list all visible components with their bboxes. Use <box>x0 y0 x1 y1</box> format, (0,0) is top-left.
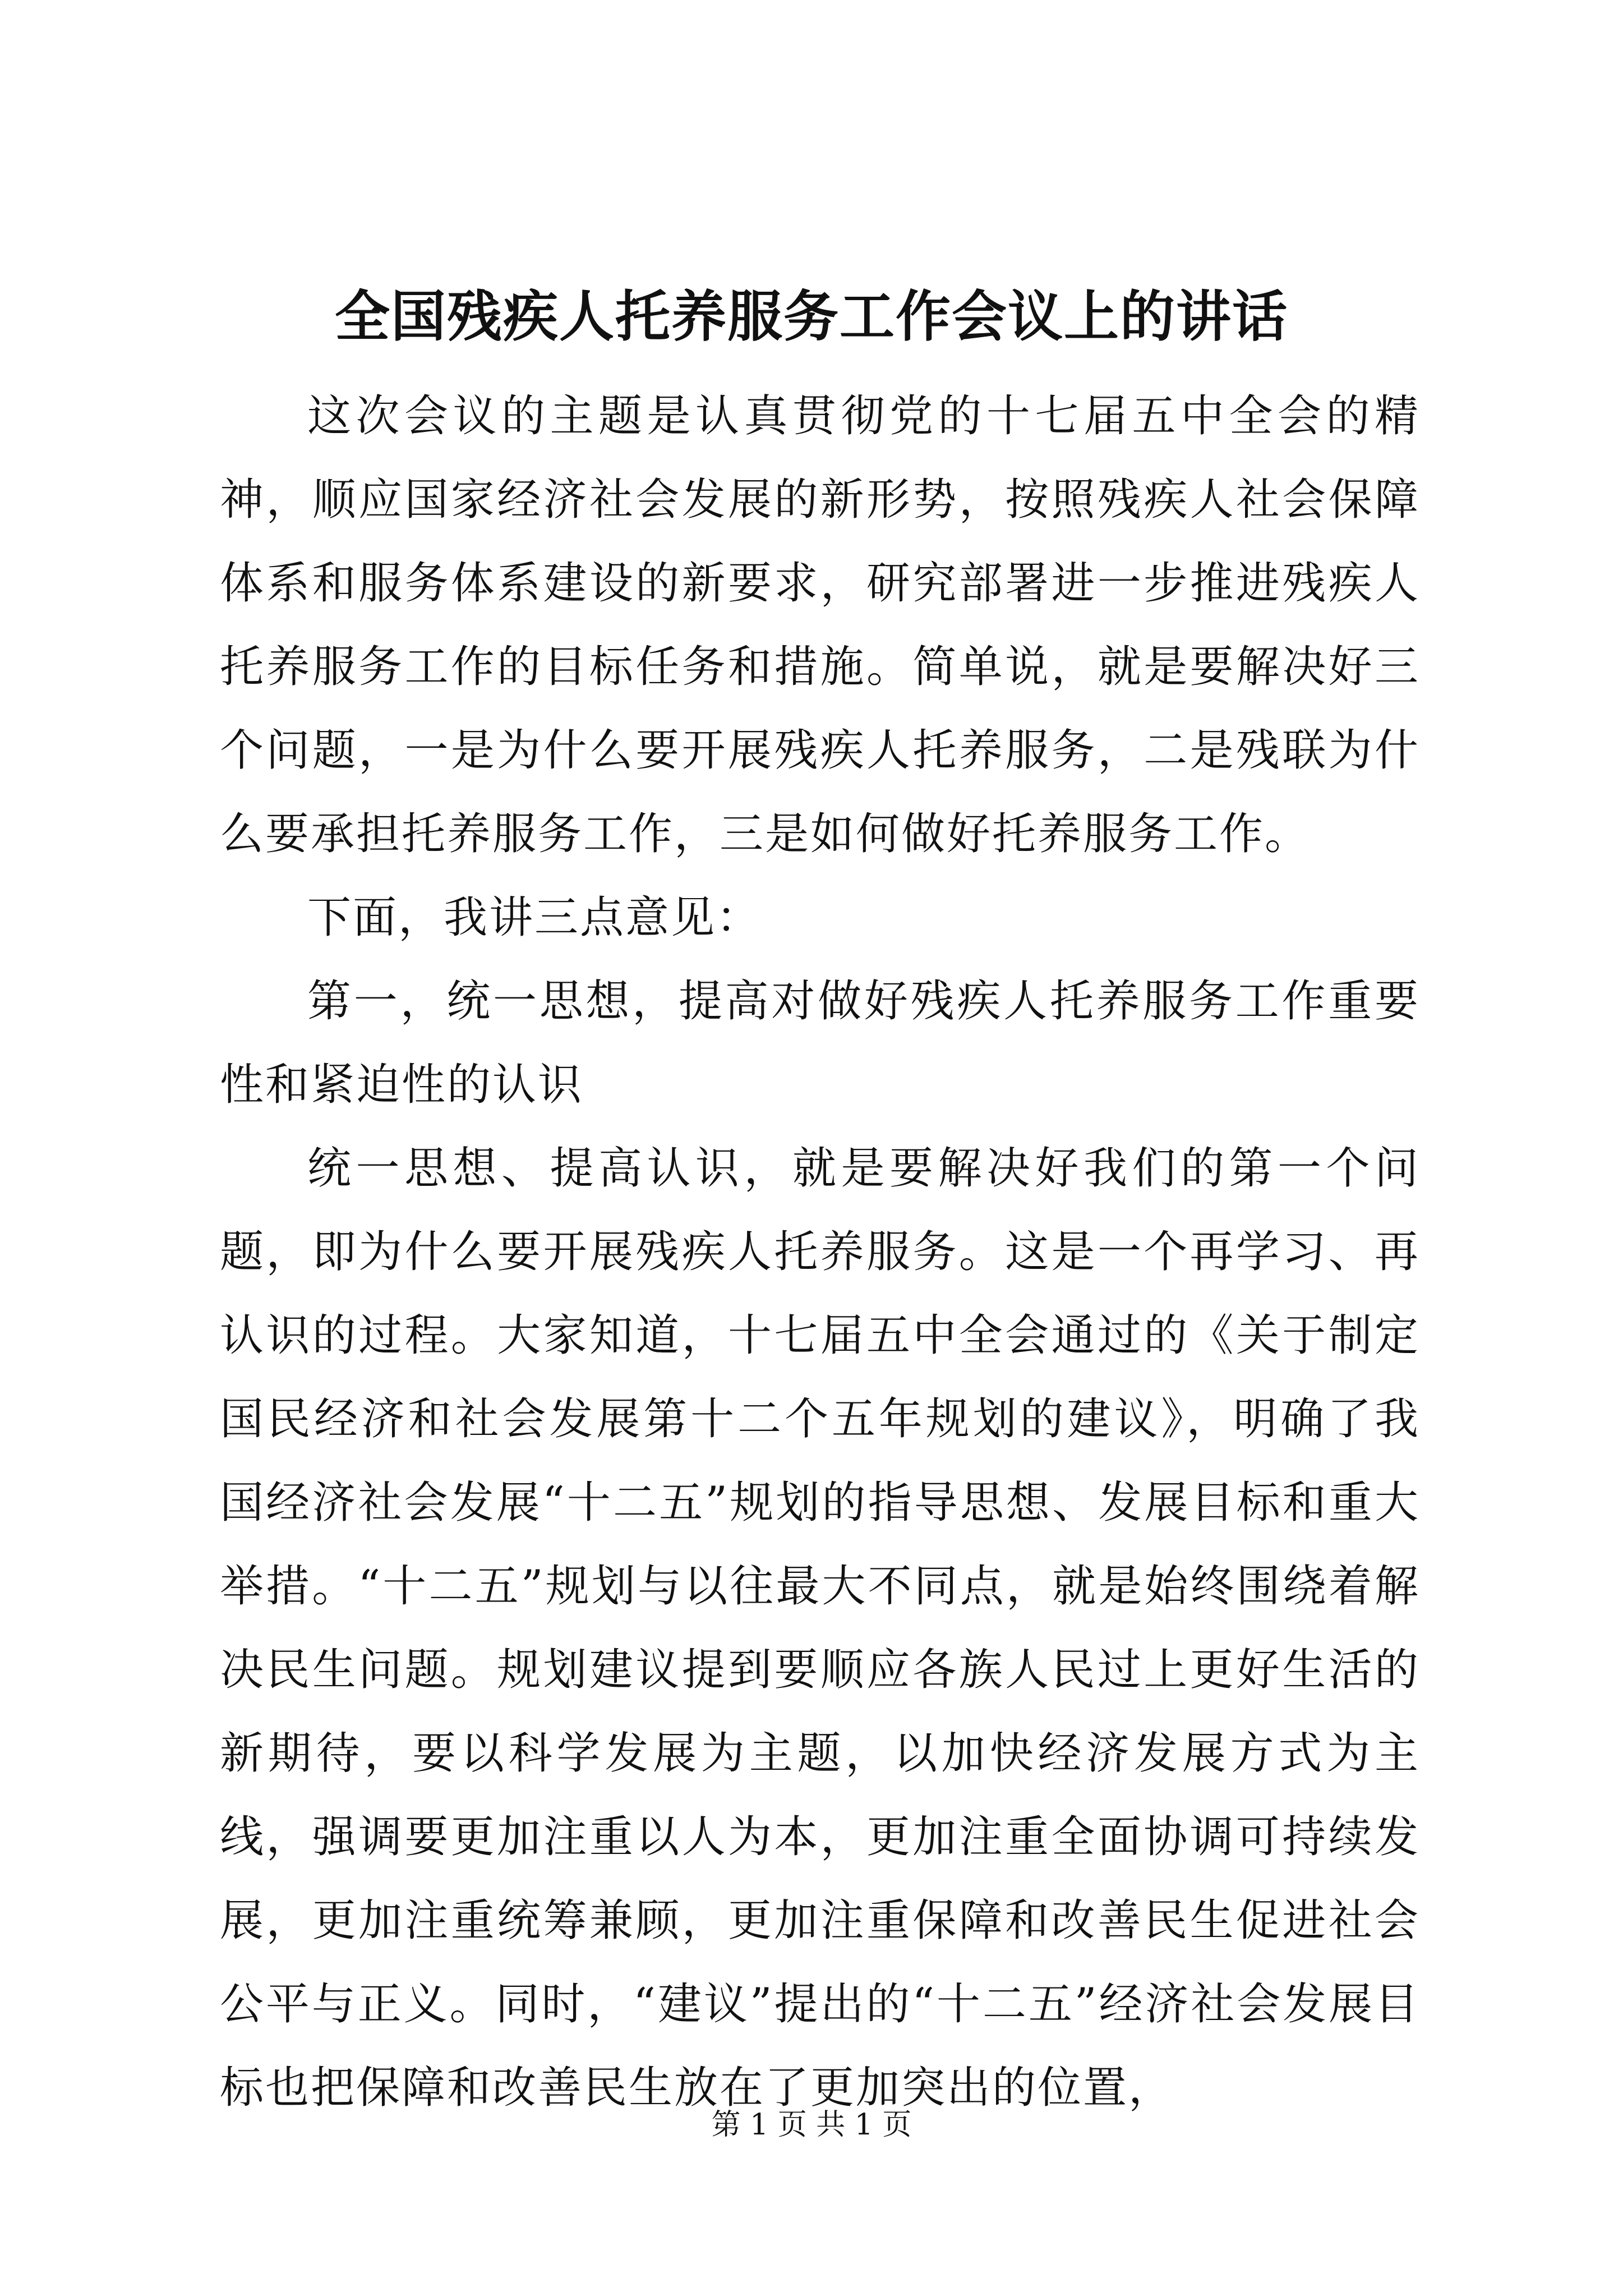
document-title: 全国残疾人托养服务工作会议上的讲话 <box>334 284 1288 349</box>
paragraph-outline: 下面，我讲三点意见： <box>307 892 762 943</box>
document-body <box>220 375 1420 2130</box>
paragraph-section-heading: 第一，统一思想，提高对做好残疾人托养服务工作重要性和紧迫性的认识 <box>220 976 1420 1110</box>
page-footer: 第 1 页 共 1 页 <box>711 2108 912 2142</box>
paragraph-section-body: 统一思想、提高认识，就是要解决好我们的第一个问题，即为什么要开展残疾人托养服务。这是一个再学习、再认识的过程。大家知道，十七届五中全会通过的《关于制定国民经济和社会发展第十二个五年规划的建议》，明确了我国经济社会发展“十二五”规划的指导思想、发展目标和重大举措。“十二五”规划与以往最大不同点，就是始终围绕着解决民生问题。规划建议提到要顺应各族人民过上更好生活的新期待，要以科学发展为主题，以加快经济发展方式为主线，强调要更加注重以人为本，更加注重全面协调可持续发展，更加注重统筹兼顾，更加注重保障和改善民生促进社会公平与正义。同时，“建议”提出的“十二五”经济社会发展目标也把保障和改善民生放在了更加突出的位置， <box>220 1143 1420 2113</box>
paragraph-intro: 这次会议的主题是认真贯彻党的十七届五中全会的精神，顺应国家经济社会发展的新形势，按照残疾人社会保障体系和服务体系建设的新要求，研究部署进一步推进残疾人托养服务工作的目标任务和措施。简单说，就是要解决好三个问题，一是为什么要开展残疾人托养服务，二是残联为什么要承担托养服务工作，三是如何做好托养服务工作。 <box>220 391 1420 859</box>
